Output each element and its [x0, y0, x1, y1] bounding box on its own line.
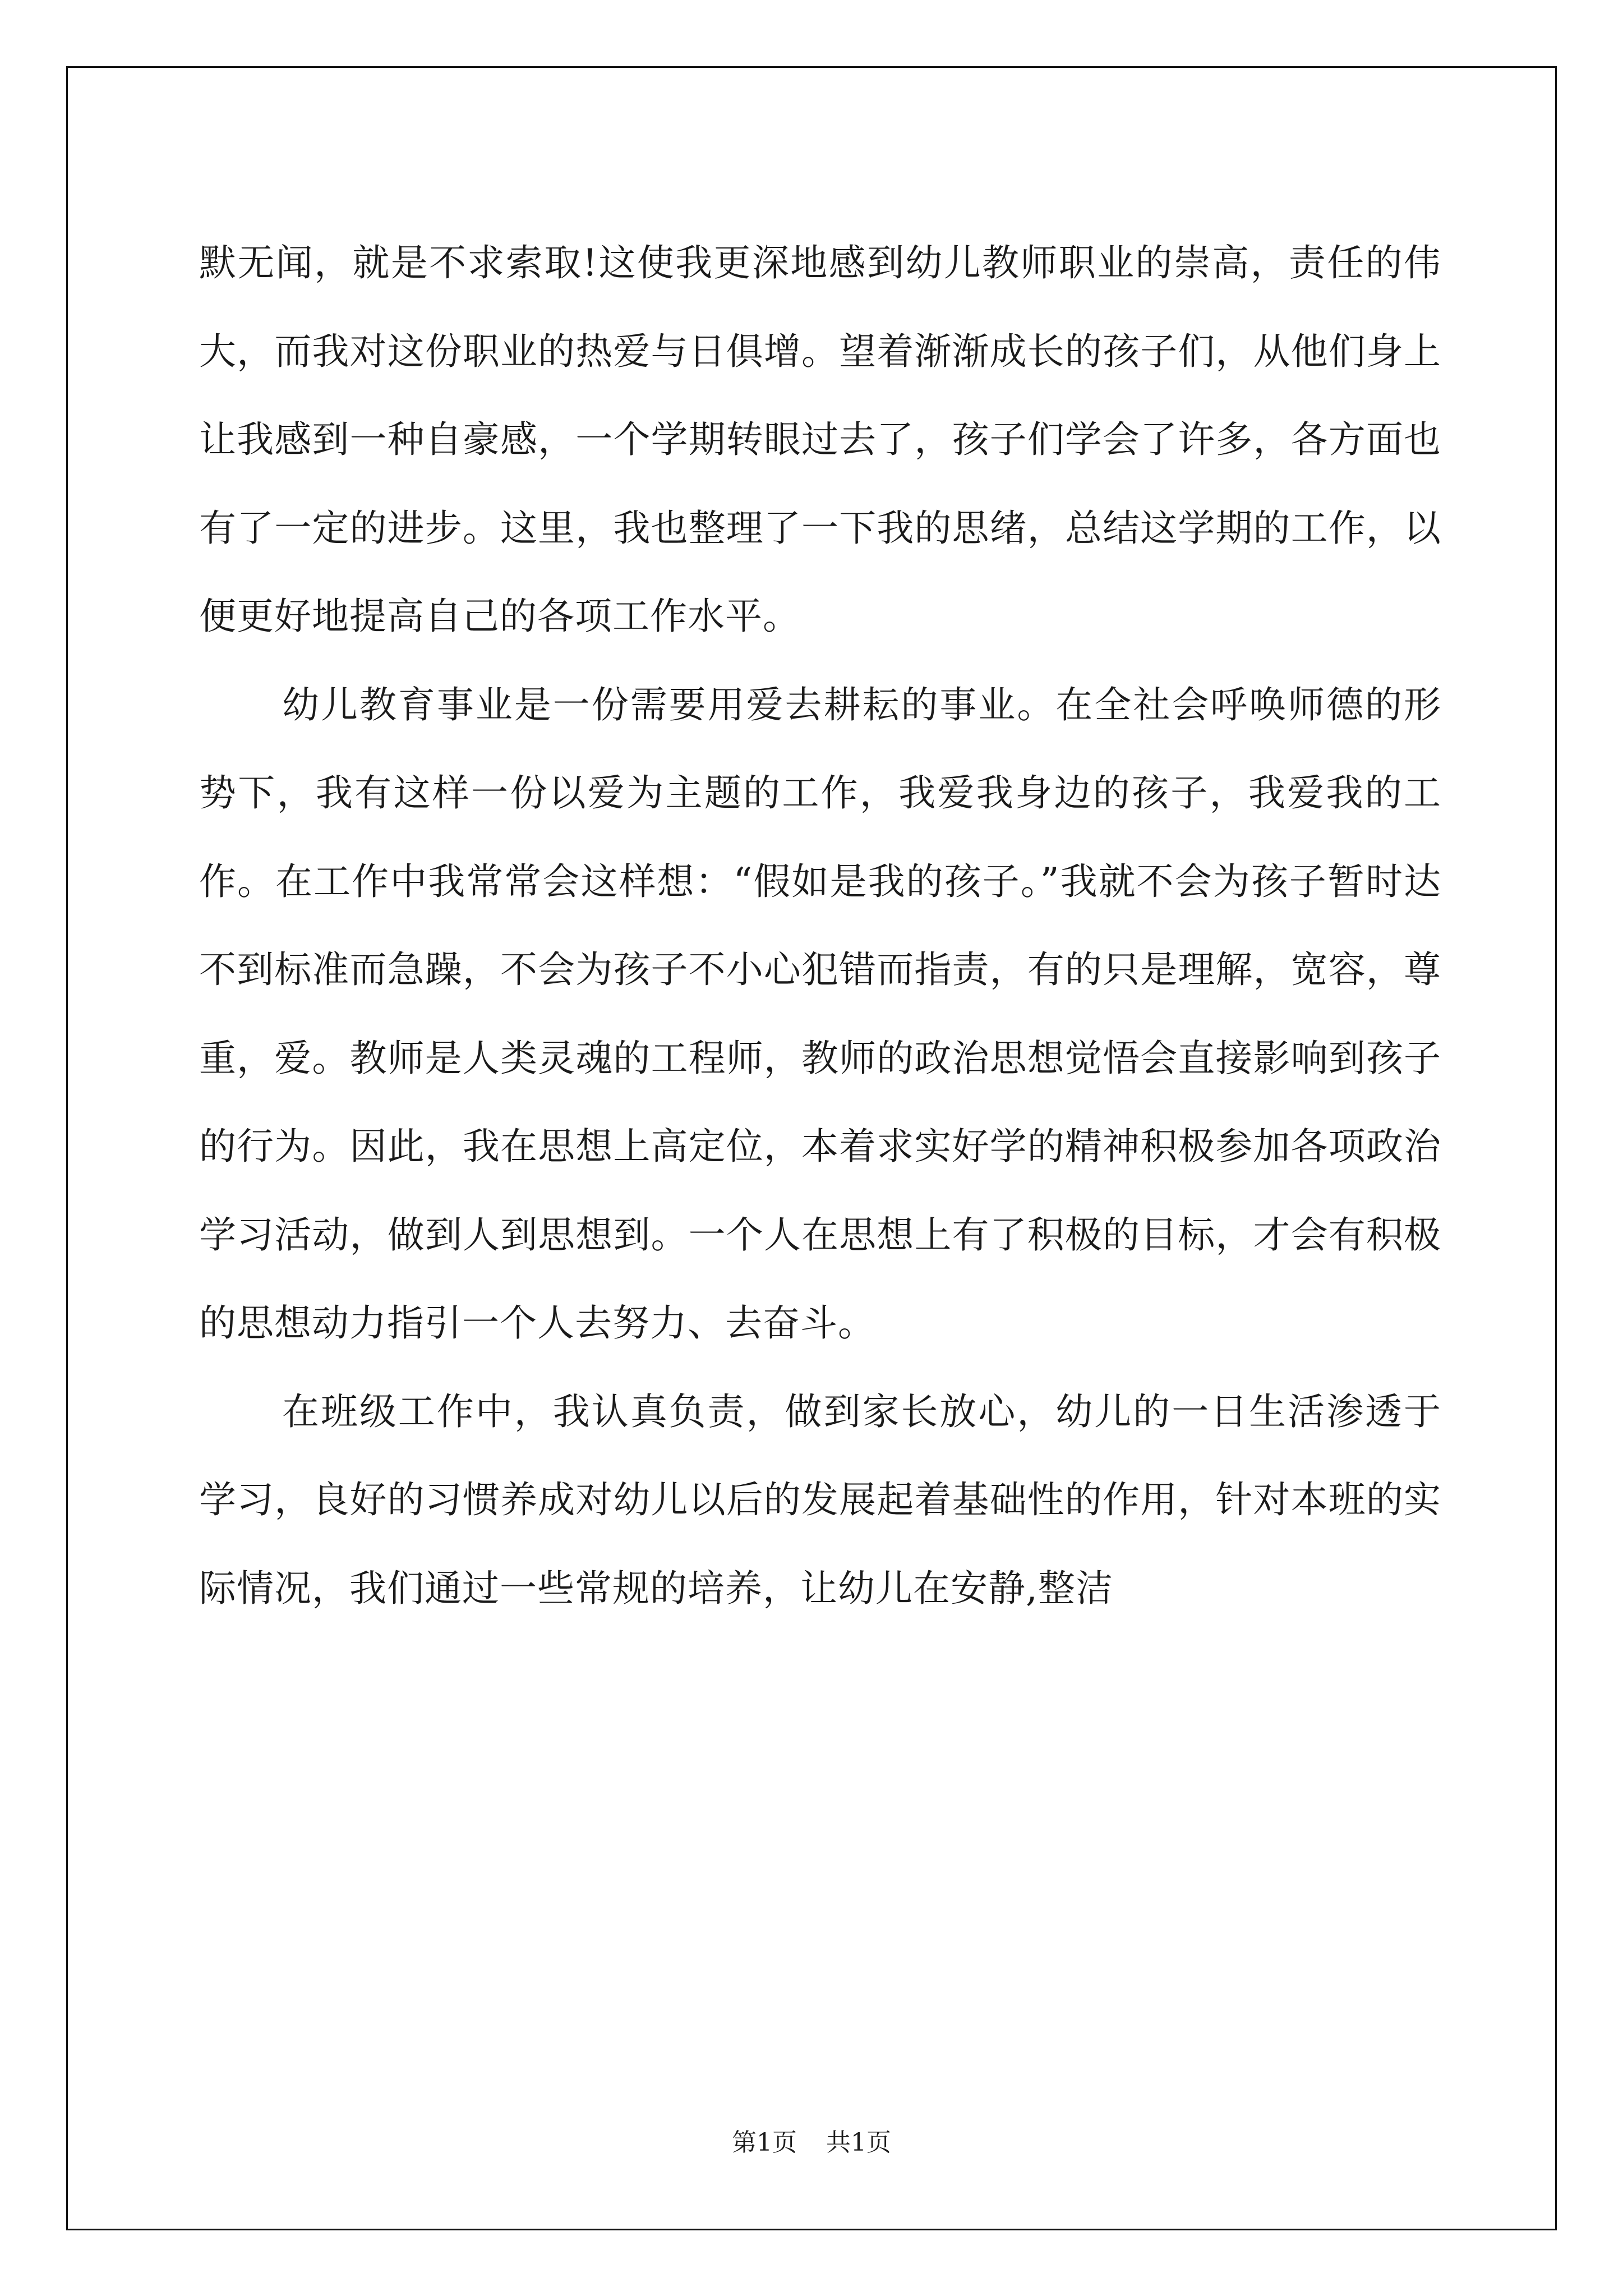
paragraph-1: 默无闻，就是不求索取!这使我更深地感到幼儿教师职业的崇高，责任的伟大，而我对这份职业的热爱与日俱增。望着渐渐成长的孩子们，从他们身上让我感到一种自豪感，一个学期转眼过去了，孩子们学会了许多，各方面也有了一定的进步。这里，我也整理了一下我的思绪，总结这学期的工作，以便更好地提高自己的各项工作水平。 [199, 241, 1441, 638]
document-body [199, 219, 1441, 1632]
paragraph-3: 在班级工作中，我认真负责，做到家长放心，幼儿的一日生活渗透于学习，良好的习惯养成对幼儿以后的发展起着基础性的作用，针对本班的实际情况，我们通过一些常规的培养，让幼儿在安静,整洁 [199, 1389, 1441, 1610]
page-footer [0, 2126, 1623, 2160]
page-number-total: 共1页 [826, 2128, 891, 2157]
page-number-current: 第1页 [732, 2128, 797, 2157]
paragraph-2: 幼儿教育事业是一份需要用爱去耕耘的事业。在全社会呼唤师德的形势下，我有这样一份以爱为主题的工作，我爱我身边的孩子，我爱我的工作。在工作中我常常会这样想：“假如是我的孩子。”我就不会为孩子暂时达不到标准而急躁，不会为孩子不小心犯错而指责，有的只是理解，宽容，尊重，爱。教师是人类灵魂的工程师，教师的政治思想觉悟会直接影响到孩子的行为。因此，我在思想上高定位，本着求实好学的精神积极参加各项政治学习活动，做到人到思想到。一个人在思想上有了积极的目标，才会有积极的思想动力指引一个人去努力、去奋斗。 [199, 683, 1441, 1345]
